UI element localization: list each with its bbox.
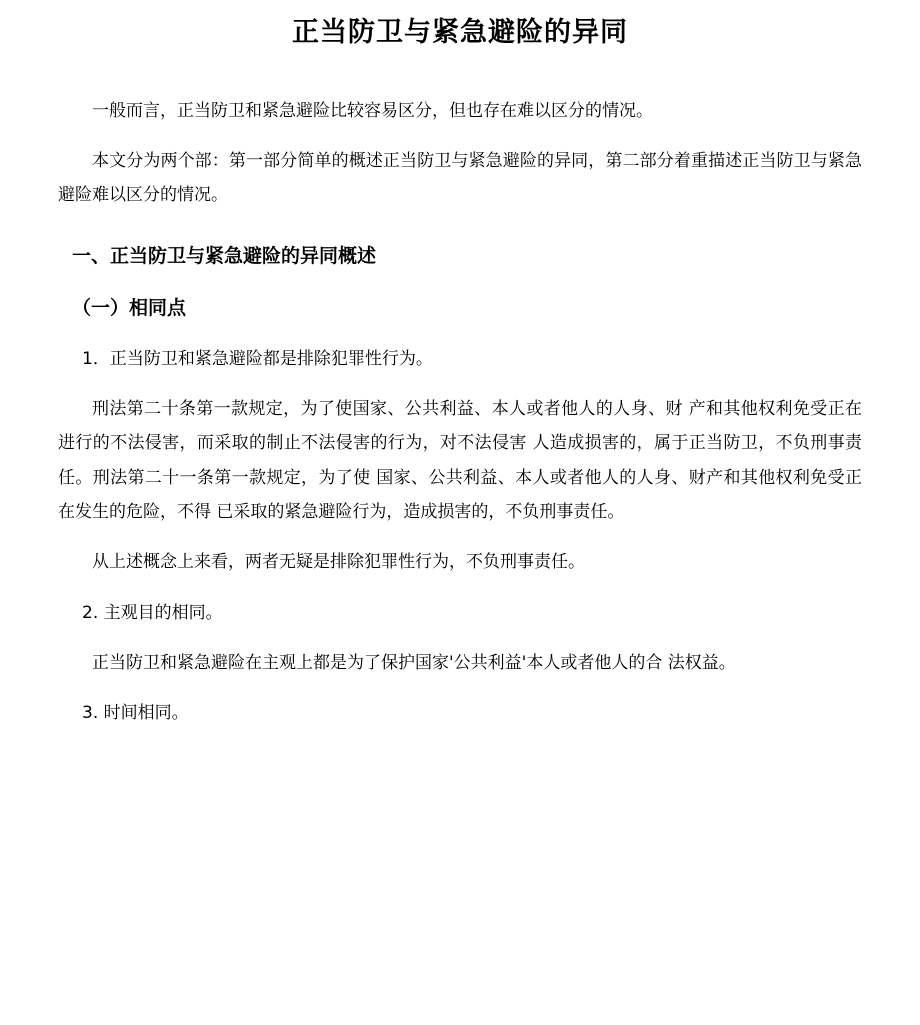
- section-heading-1: 一、正当防卫与紧急避险的异同概述: [72, 244, 377, 267]
- list-item-1-body: 刑法第二十条第一款规定，为了使国家、公共利益、本人或者他人的人身、财 产和其他权利免受正在进行的不法侵害，而采取的制止不法侵害的行为，对不法侵害 人造成损害的，属于正当防卫，不负刑事责任。刑法第二十一条第一款规定，为了使 国家、公共利益、本人或者他人的人身、财产和其他权利免受正在发生的危险，不得 已采取的紧急避险行为，造成损害的，不负刑事责任。: [58, 398, 862, 522]
- item-gap-5: [58, 680, 862, 696]
- subsection-heading-1: （一）相同点: [72, 296, 187, 319]
- paragraph-gap-2: [58, 212, 862, 238]
- list-item-1-summary: 从上述概念上来看，两者无疑是排除犯罪性行为，不负刑事责任。: [92, 552, 585, 573]
- list-item-3: 3. 时间相同。: [82, 702, 189, 723]
- heading-gap-2: [58, 326, 862, 342]
- list-item-2: 2. 主观目的相同。: [82, 602, 223, 623]
- paragraph-gap-1: [58, 128, 862, 144]
- intro-paragraph-1: 一般而言，正当防卫和紧急避险比较容易区分，但也存在难以区分的情况。: [92, 100, 653, 121]
- list-item-2-body: 正当防卫和紧急避险在主观上都是为了保护国家'公共利益'本人或者他人的合 法权益。: [92, 652, 736, 673]
- item-gap-4: [58, 630, 862, 646]
- item-gap-3: [58, 580, 862, 596]
- item-gap-2: [58, 529, 862, 545]
- intro-paragraph-2: 本文分为两个部：第一部分简单的概述正当防卫与紧急避险的异同，第二部分着重描述正当防卫与紧急避险难以区分的情况。: [58, 150, 862, 205]
- page-title: 正当防卫与紧急避险的异同: [292, 17, 628, 48]
- item-gap-1: [58, 376, 862, 392]
- title-spacer: [58, 52, 862, 94]
- document-page: [0, 8, 920, 1025]
- heading-gap-1: [58, 274, 862, 290]
- list-item-1: 1．正当防卫和紧急避险都是排除犯罪性行为。: [82, 348, 433, 369]
